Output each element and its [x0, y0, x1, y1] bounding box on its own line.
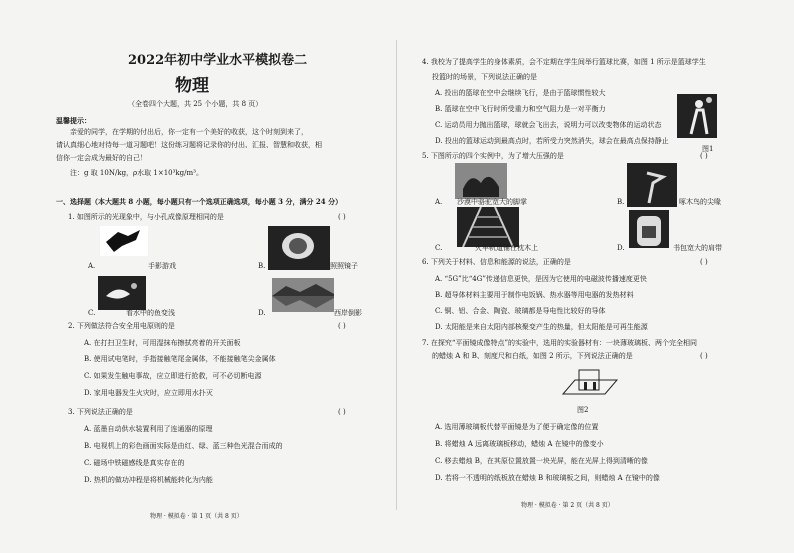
q4-option-b: B. 篮球在空中飞行时所受重力和空气阻力是一对平衡力: [435, 105, 606, 113]
q4-figure-image: [677, 94, 717, 138]
q5-option-a: A.: [435, 198, 443, 206]
tips-line-3: 信你一定会成为最好的自己！: [56, 154, 147, 162]
basketball-player-icon: [677, 94, 717, 138]
q4-option-d: D. 投出的篮球运动到最高点时，若所受力突然消失，球会在最高点保持静止: [435, 137, 669, 145]
q1-option-d-caption: 西岸倒影: [334, 309, 362, 317]
q2-option-a: A. 在打扫卫生时，可用湿抹布擦拭亮着的开关面板: [84, 339, 241, 347]
q4-figure-label: 图1: [702, 145, 714, 153]
q7-option-d: D. 若将一不透明的纸板放在蜡烛 B 和玻璃板之间，则蜡烛 A 在镜中的像: [435, 474, 660, 482]
q5-option-d-image: [629, 210, 669, 248]
q3-option-b: B. 电视机上的彩色画面实际是由红、绿、蓝三种色光混合而成的: [84, 442, 283, 450]
q7-figure-image: [559, 364, 619, 404]
q1-answer-paren: ( ): [338, 213, 346, 221]
camel-icon: [455, 163, 507, 199]
mirror-experiment-diagram: [559, 364, 619, 404]
q7-answer-paren: ( ): [700, 352, 708, 360]
shadow-hand-icon: [100, 226, 148, 256]
q5-option-b-caption: 啄木鸟的尖喙: [679, 198, 721, 206]
page-2-footer: 物理 · 模拟卷 · 第 2 页（共 8 页）: [521, 502, 614, 509]
q1-option-a-caption: 手影游戏: [148, 262, 176, 270]
q3-stem: 3. 下列说法正确的是: [68, 408, 133, 416]
tips-heading: 温馨提示：: [56, 116, 91, 125]
subject-title: 物理: [175, 76, 209, 96]
q2-stem: 2. 下列做法符合安全用电原则的是: [68, 322, 175, 330]
q1-option-b: B.: [258, 262, 266, 270]
q7-stem: 7. 在探究“平面镜成像特点”的实验中，选用的实验器材有：一块薄玻璃板、两个完全相同: [422, 339, 698, 347]
q2-option-b: B. 使用试电笔时，手指接触笔尾金属体，不能接触笔尖金属体: [84, 355, 276, 363]
railway-track-icon: [457, 207, 519, 247]
q3-option-d: D. 热机的做功冲程是将机械能转化为内能: [84, 476, 213, 484]
q4-stem-2: 投篮时的场景，下列说法正确的是: [432, 73, 537, 81]
reflection-icon: [272, 278, 334, 312]
q1-option-a: A.: [88, 262, 96, 270]
q5-option-b-image: [627, 163, 677, 207]
q1-option-a-image: [100, 226, 148, 256]
fish-water-icon: [98, 276, 146, 310]
section-1-heading: 一、选择题（本大题共 8 小题，每小题只有一个选项正确选项，每小题 3 分，满分 24 分）: [56, 197, 343, 206]
q6-stem: 6. 下列关于材料、信息和能源的说法，正确的是: [422, 258, 571, 266]
q5-option-a-image: [455, 163, 507, 199]
mirror-icon: [268, 226, 330, 270]
q5-option-c-caption: 火车轨道铺在枕木上: [475, 244, 538, 252]
q6-option-b: B. 超导体材料主要用于制作电饭锅、热水器等用电器的发热材料: [435, 291, 634, 299]
q7-option-b: B. 将蜡烛 A 远离玻璃板移动，蜡烛 A 在镜中的像变小: [435, 440, 604, 448]
exam-note: （全卷四个大题，共 25 个小题，共 8 页）: [128, 100, 263, 108]
q7-option-c: C. 移去蜡烛 B，在其原位置放置一块光屏，能在光屏上得到清晰的像: [435, 457, 648, 465]
q5-option-d: D.: [617, 244, 625, 252]
q2-option-c: C. 如果发生触电事故，应立即进行抢救，可不必切断电源: [84, 372, 262, 380]
q6-option-c: C. 铜、铝、合金、陶瓷、玻璃都是导电性比较好的导体: [435, 307, 606, 315]
q5-option-c: C.: [435, 244, 443, 252]
constants-note: 注：g 取 10N/kg，ρ水取 1×10³kg/m³。: [70, 169, 203, 177]
q4-option-c: C. 运动员用力抛出篮球，球就会飞出去，说明力可以改变物体的运动状态: [435, 121, 662, 129]
q5-option-b: B.: [617, 198, 625, 206]
q5-option-d-caption: 书包宽大的肩带: [673, 244, 722, 252]
q1-option-b-caption: 照照镜子: [330, 262, 358, 270]
q2-option-d: D. 家用电器发生火灾时，应立即用水扑灭: [84, 389, 213, 397]
q1-option-b-image: [268, 226, 330, 270]
q6-option-d: D. 太阳能是来自太阳内部核聚变产生的热量，但太阳能是可再生能源: [435, 323, 648, 331]
page-1-footer: 物理 · 模拟卷 · 第 1 页（共 8 页）: [150, 513, 243, 520]
q1-option-c-image: [98, 276, 146, 310]
woodpecker-icon: [627, 163, 677, 207]
q3-answer-paren: ( ): [338, 408, 346, 416]
q5-answer-paren: ( ): [700, 152, 708, 160]
backpack-icon: [629, 210, 669, 248]
q1-stem: 1. 如图所示的光现象中，与小孔成像原理相同的是: [68, 213, 224, 221]
q1-option-d: D.: [258, 309, 266, 317]
page-2: [397, 0, 794, 553]
q1-option-c: C.: [88, 309, 96, 317]
exam-title: 2022年初中学业水平模拟卷二: [128, 53, 308, 68]
q1-option-d-image: [272, 278, 334, 312]
tips-line-1: 亲爱的同学，在学期的付出后，你一定有一个美好的收获，这个时刻到来了，: [70, 128, 308, 136]
q4-option-a: A. 投出的篮球在空中会继续飞行，是由于篮球惯性较大: [435, 89, 606, 97]
q2-answer-paren: ( ): [338, 322, 346, 330]
q7-option-a: A. 选用薄玻璃板代替平面镜是为了便于确定像的位置: [435, 423, 599, 431]
q4-stem: 4. 我校为了提高学生的身体素质，会不定期在学生间举行篮球比赛，如图 1 所示是篮球学生: [422, 58, 706, 66]
q7-stem-2: 的蜡烛 A 和 B、刻度尺和白纸，如图 2 所示，下列说法正确的是: [432, 352, 633, 360]
q3-option-a: A. 蓝墨自动供水装置利用了连通器的原理: [84, 425, 213, 433]
tips-line-2: 请认真细心地对待每一道习题吧！这份练习题将记录你的付出、汇报、智慧和收获，相: [56, 141, 322, 149]
q7-figure-label: 图2: [577, 406, 589, 414]
q3-option-c: C. 磁场中铁磁感线是真实存在的: [84, 459, 185, 467]
q1-option-c-caption: 看水中的鱼变浅: [126, 309, 175, 317]
q5-option-a-caption: 沙漠中骆驼宽大的脚掌: [457, 198, 527, 206]
q6-option-a: A. “5G”比“4G”传递信息更快，是因为它使用的电磁波传播速度更快: [435, 275, 647, 283]
q5-option-c-image: [457, 207, 519, 247]
q6-answer-paren: ( ): [700, 258, 708, 266]
q5-stem: 5. 下图所示的四个实例中，为了增大压强的是: [422, 152, 564, 160]
